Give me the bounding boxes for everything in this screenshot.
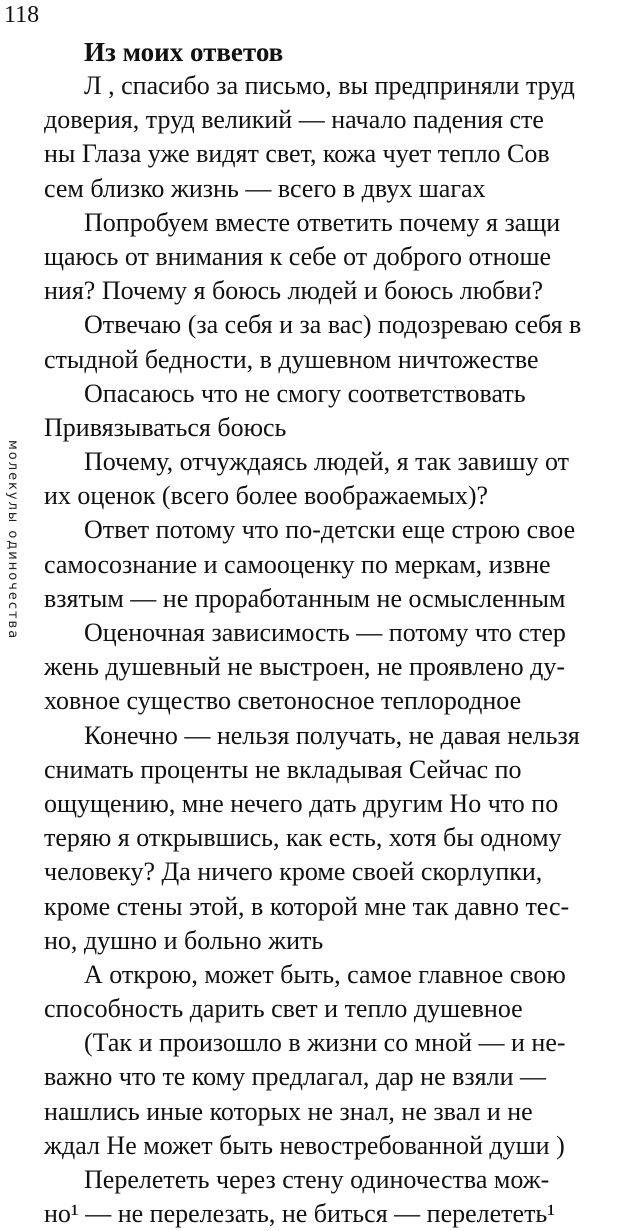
text-line: доверия, труд великий — начало падения сте: [44, 105, 544, 135]
text-line: сем близко жизнь — всего в двух шагах: [44, 173, 486, 203]
text-line: Почему, отчуждаясь людей, я так завишу от: [84, 447, 570, 477]
text-line: теряю я открывшись, как есть, хотя бы одному: [44, 823, 562, 853]
text-line: ны Глаза уже видят свет, кожа чует тепло Сов: [44, 139, 550, 169]
text-line: Конечно — нельзя получать, не давая нельзя: [84, 720, 580, 750]
text-line: жень душевный не выстроен, не проявлено ду-: [44, 652, 566, 682]
text-line: Опасаюсь что не смогу соответствовать: [84, 378, 526, 408]
text-line: щаюсь от внимания к себе от доброго отноше: [44, 241, 552, 271]
text-line: но, душно и больно жить: [44, 925, 324, 955]
paragraph-lines: [44, 69, 610, 1231]
text-line: ния? Почему я боюсь людей и боюсь любви?: [44, 276, 544, 306]
text-line: ждал Не может быть невостребованной души ): [44, 1130, 565, 1160]
text-line: Отвечаю (за себя и за вас) подозреваю себя в: [84, 310, 582, 340]
text-line: кроме стены этой, в которой мне так давно тес-: [44, 891, 570, 921]
text-line: способность дарить свет и тепло душевное: [44, 994, 523, 1024]
text-line: их оценок (всего более воображаемых)?: [44, 481, 489, 511]
text-line: Ответ потому что по-детски еще строю свое: [84, 515, 576, 545]
text-line: стыдной бедности, в душевном ничтожестве: [44, 344, 539, 374]
text-line: нашлись иные которых не знал, не звал и не: [44, 1096, 533, 1126]
text-line: но¹ — не перелезать, не биться — перелететь¹: [44, 1199, 556, 1229]
text-line: ховное существо светоносное теплородное: [44, 686, 522, 716]
text-line: Перелететь через стену одиночества мож-: [84, 1165, 550, 1194]
text-line: важно что те кому предлагал, дар не взяли —: [44, 1062, 546, 1092]
text-line: самосознание и самооценку по меркам, извне: [44, 549, 551, 579]
running-header-vertical: молекулы одиночества: [5, 440, 20, 641]
text-line: Попробуем вместе ответить почему я защи: [84, 207, 561, 237]
text-line: Л , спасибо за письмо, вы предприняли труд: [84, 71, 575, 100]
text-line: (Так и произошло в жизни со мной — и не-: [84, 1028, 566, 1058]
page-number: 118: [4, 2, 40, 28]
text-line: снимать проценты не вкладывая Сейчас по: [44, 754, 522, 784]
page-body: [44, 35, 610, 1231]
text-line: ощущению, мне нечего дать другим Но что по: [44, 788, 559, 818]
text-line: А открою, может быть, самое главное свою: [84, 959, 566, 989]
text-line: Привязываться боюсь: [44, 412, 287, 442]
text-line: человеку? Да ничего кроме своей скорлупки,: [44, 857, 543, 887]
text-line: взятым — не проработанным не осмысленным: [44, 583, 566, 613]
text-line: Оценочная зависимость — потому что стер: [84, 618, 566, 647]
section-heading: Из моих ответов: [84, 37, 284, 67]
